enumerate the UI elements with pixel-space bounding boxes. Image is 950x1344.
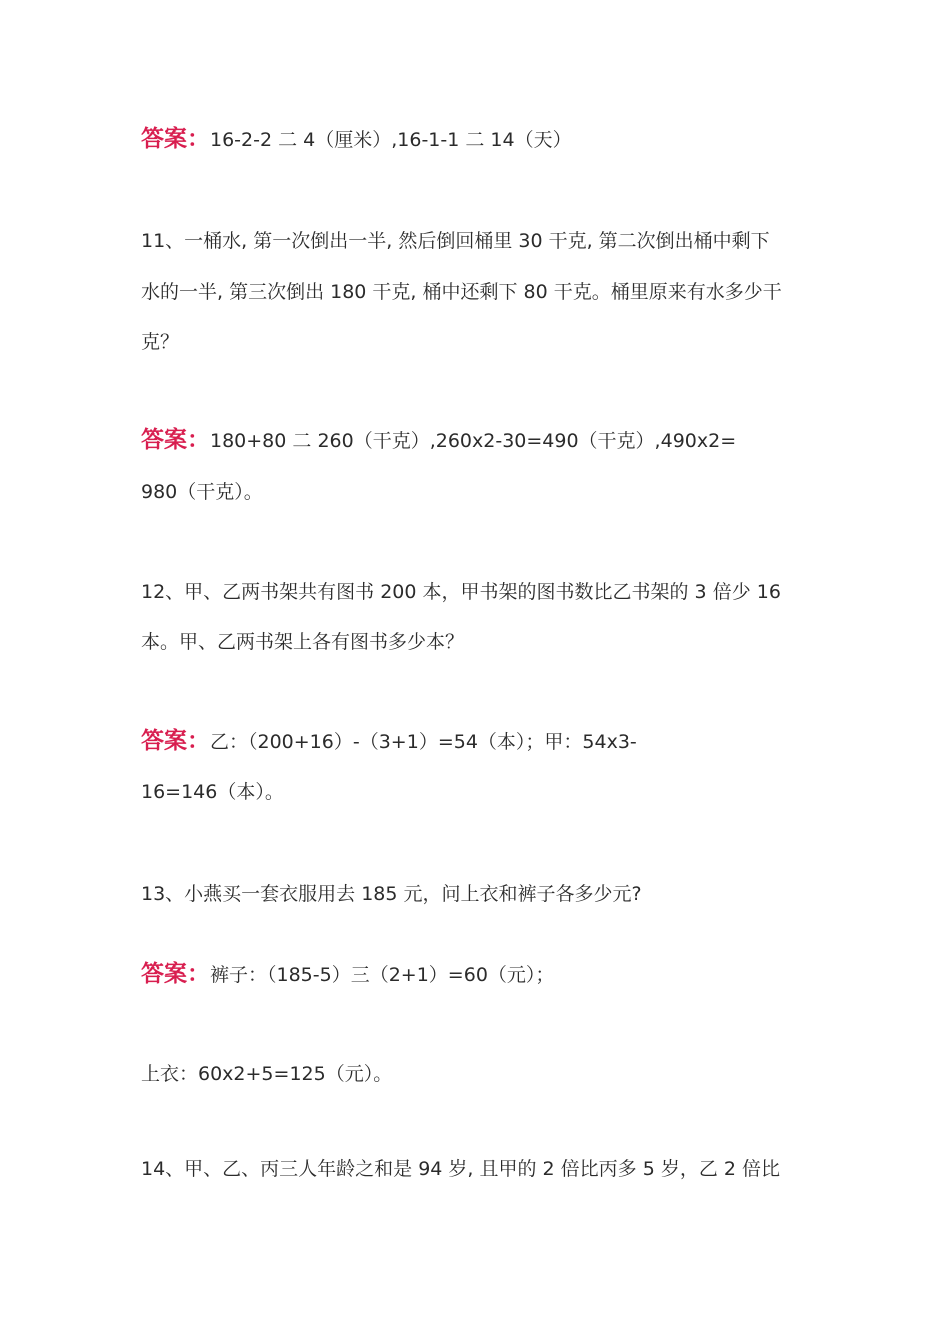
question-11-line-1: 11、一桶水, 第一次倒出一半, 然后倒回桶里 30 干克, 第二次倒出桶中剩下: [141, 230, 770, 252]
answer-label: 答案：: [141, 728, 210, 754]
answer-line: [141, 962, 554, 987]
answer-text: 16-2-2 二 4（厘米）,16-1-1 二 14（天）: [210, 129, 572, 151]
answer-continuation: 上衣：60x2+5=125（元）。: [141, 1063, 393, 1085]
question-11-line-3: 克？: [141, 331, 180, 353]
answer-line: [141, 428, 736, 453]
answer-text: 裤子：（185-5）三（2+1）=60（元）；: [210, 964, 555, 986]
answer-label: 答案：: [141, 427, 210, 453]
answer-continuation: 980（干克）。: [141, 481, 263, 503]
question-14-line-1: 14、甲、乙、丙三人年龄之和是 94 岁, 且甲的 2 倍比丙多 5 岁，乙 2 倍比: [141, 1158, 781, 1180]
question-12-line-2: 本。甲、乙两书架上各有图书多少本？: [141, 631, 465, 653]
answer-text: 乙：（200+16）-（3+1）=54（本）；甲：54x3-: [210, 731, 637, 753]
answer-line: [141, 729, 637, 754]
question-11-line-2: 水的一半, 第三次倒出 180 干克, 桶中还剩下 80 干克。桶里原来有水多少干: [141, 281, 782, 303]
question-12-line-1: 12、甲、乙两书架共有图书 200 本，甲书架的图书数比乙书架的 3 倍少 16: [141, 581, 781, 603]
answer-continuation: 16=146（本）。: [141, 781, 284, 803]
answer-text: 180+80 二 260（干克）,260x2-30=490（干克）,490x2=: [210, 430, 737, 452]
answer-label: 答案：: [141, 961, 210, 987]
question-13-line-1: 13、小燕买一套衣服用去 185 元，问上衣和裤子各多少元?: [141, 883, 642, 905]
answer-line: [141, 127, 572, 152]
answer-label: 答案：: [141, 126, 210, 152]
